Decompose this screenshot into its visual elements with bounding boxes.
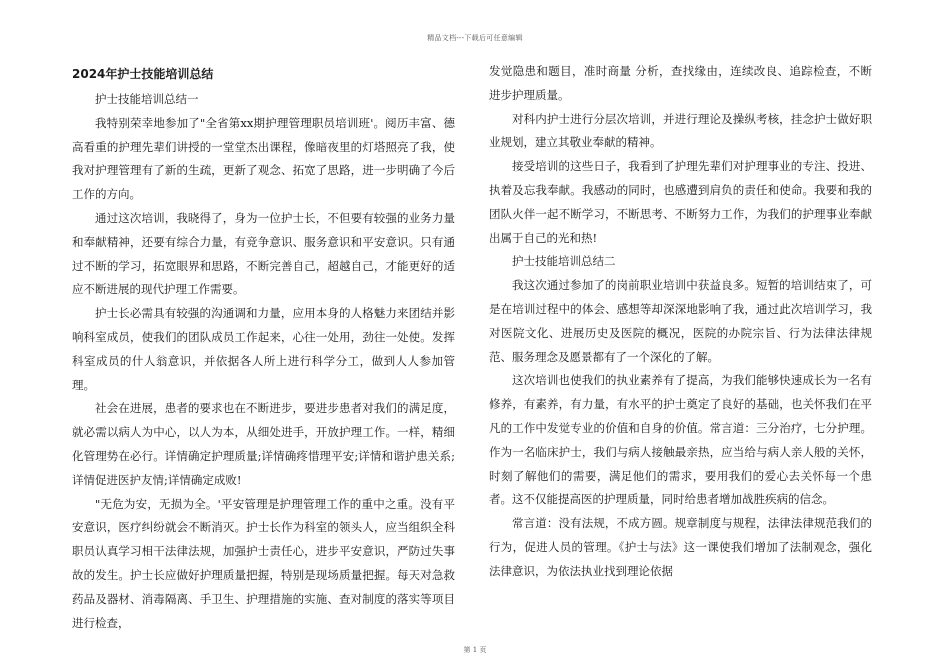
right-column: [489, 60, 872, 584]
paragraph: 接受培训的这些日子，我看到了护理先辈们对护理事业的专注、投进、执着及忘我奉献。我感动的同时，也感遭到肩负的责任和使命。我要和我的团队火伴一起不断学习，不断思考、不断努力工作，为我们的护理事业奉献出属于自己的光和热!: [489, 159, 872, 245]
left-column: [72, 60, 455, 635]
paragraph: 对科内护士进行分层次培训，并进行理论及操纵考核，挂念护士做好职业规划，建立其敬业奉献的精神。: [489, 111, 872, 150]
paragraph: "无危为安，无损为全。'平安管理是护理管理工作的重中之重。没有平安意识，医疗纠纷就会不断消灭。护士长作为科室的领头人，应当组织全科职员认真学习相干法律法规，加强护士责任心，进步平安意识，严防过失事故的发生。护士长应做好护理质量把握，特别是现场质量把握。每天对急救药品及器材、消毒隔离、手卫生、护理措施的实施、查对制度的落实等项目进行检查，: [72, 496, 455, 630]
page-number: 第 1 页: [463, 646, 487, 654]
paragraph: 社会在进展，患者的要求也在不断进步，要进步患者对我们的满足度，就必需以病人为中心，以人为本，从细处进手，开放护理工作。一样，精细化管理势在必行。详情确定护理质量;详情确疼惜理平安;详情和谐护患关系;详情促进医护友情;详情确定成败!: [72, 401, 455, 487]
section-heading-1: 护士技能培训总结一: [95, 92, 199, 106]
paragraph: 这次培训也使我们的执业素养有了提高，为我们能够快速成长为一名有修养，有素养，有力量，有水平的护士奠定了良好的基础，也关怀我们在平凡的工作中发觉专业的价值和自身的价值。常言道：三分治疗，七分护理。作为一名临床护士，我们与病人接触最亲热，应当给与病人亲人般的关怀，时刻了解他们的需要，满足他们的需求，要用我们的爱心去关怀每一个患者。这不仅能提高医的护理质量，同时给患者增加战胜疾病的信念。: [489, 373, 872, 507]
page-header: 精品文档---下载后可任意编辑: [427, 34, 523, 42]
document-title: 2024年护士技能培训总结: [72, 67, 214, 81]
paragraph: 常言道：没有法规，不成方圆。规章制度与规程，法律法律规范我们的行为，促进人员的管理。《护士与法》这一课使我们增加了法制观念，强化法律意识，为依法执业找到理论依据: [489, 516, 872, 578]
paragraph: 通过这次培训，我晓得了，身为一位护士长，不但要有较强的业务力量和奉献精神，还要有综合力量，有竞争意识、服务意识和平安意识。只有通过不断的学习，拓宽眼界和思路，不断完善自己，超越自己，才能更好的适应不断进展的现代护理工作需要。: [72, 210, 455, 297]
paragraph-continued: 发觉隐患和题目，准时商量 分析，查找缘由，连续改良、追踪检查，不断进步护理质量。: [489, 64, 872, 102]
paragraph: 护士长必需具有较强的沟通调和力量，应用本身的人格魅力来团结并影响科室成员，使我们的团队成员工作起来，心往一处用，劲往一处使。发挥科室成员的什人翁意识，并依据各人所上进行科学分工，做到人人参加管理。: [72, 306, 455, 392]
paragraph: 我特别荣幸地参加了"全省第xx期护理管理职员培训班'。阅历丰富、德高看重的护理先辈们讲授的一堂堂杰出课程，像暗夜里的灯塔照亮了我，使我对护理管理有了新的生疏，更新了观念、拓宽了思路，进一步明确了今后工作的方向。: [72, 115, 455, 202]
paragraph: 我这次通过参加了的岗前职业培训中获益良多。短暂的培训结束了，可是在培训过程中的体会、感想等却深深地影响了我，通过此次培训学习，我对医院文化、进展历史及医院的概况，医院的办院宗旨、行为法律法律规范、服务理念及愿景都有了一个深化的了解。: [489, 278, 872, 364]
section-heading-2: 护士技能培训总结二: [512, 254, 616, 269]
